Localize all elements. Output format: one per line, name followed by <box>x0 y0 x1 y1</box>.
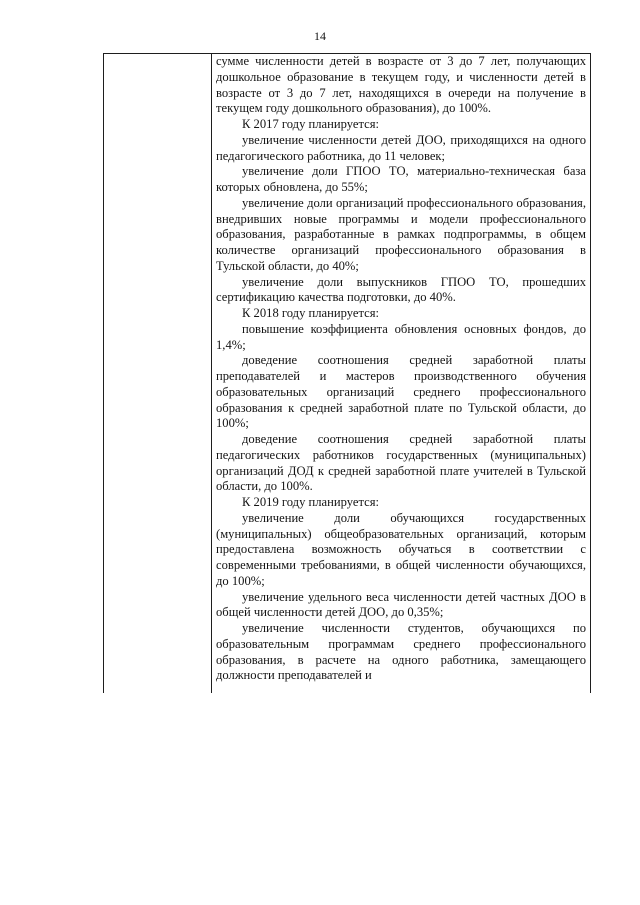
page-number: 14 <box>314 29 326 43</box>
table-cell-content <box>216 54 586 684</box>
paragraph: увеличение доли обучающихся государственных (муниципальных) общеобразовательных организаций, которым предоставлена возможность обучаться в соответствии с современными требованиями, в общей численности обучающихся, до 100%; <box>216 510 586 588</box>
paragraph-year-2018-heading: К 2018 году планируется: <box>242 306 380 320</box>
column-divider <box>211 53 212 693</box>
paragraph: увеличение доли выпускников ГПОО ТО, прошедших сертификацию качества подготовки, до 40%. <box>216 274 586 305</box>
paragraph: повышение коэффициента обновления основных фондов, до 1,4%; <box>216 321 586 352</box>
paragraph: доведение соотношения средней заработной платы преподавателей и мастеров производственного обучения образовательных организаций среднего профессионального образования к средней заработной плате по Тульской области, до 100%; <box>216 353 586 431</box>
paragraph: увеличение доли организаций профессионального образования, внедривших новые программы и модели профессионального образования, разработанные в рамках подпрограммы, в общем количестве организаций профессионального образования в Тульской области, до 40%; <box>216 195 586 273</box>
paragraph-year-2017-heading: К 2017 году планируется: <box>242 117 380 131</box>
paragraph: увеличение численности детей ДОО, приходящихся на одного педагогического работника, до 11 человек; <box>216 132 586 163</box>
paragraph: доведение соотношения средней заработной платы педагогических работников государственных (муниципальных) организаций ДОД к средней заработной плате учителей в Тульской области, до 100%. <box>216 432 586 494</box>
paragraph: увеличение удельного веса численности детей частных ДОО в общей численности детей ДОО, до 0,35%; <box>216 589 586 620</box>
paragraph-year-2019-heading: К 2019 году планируется: <box>242 495 380 509</box>
paragraph-continuation: сумме численности детей в возрасте от 3 до 7 лет, получающих дошкольное образование в текущем году, и численности детей в возрасте от 3 до 7 лет, находящихся в очереди на получение в текущем году дошкольного образования), до 100%. <box>216 54 586 116</box>
paragraph: увеличение численности студентов, обучающихся по образовательным программам среднего профессионального образования, в расчете на одного работника, замещающего должности преподавателей и <box>216 621 586 683</box>
paragraph: увеличение доли ГПОО ТО, материально-техническая база которых обновлена, до 55%; <box>216 164 586 194</box>
